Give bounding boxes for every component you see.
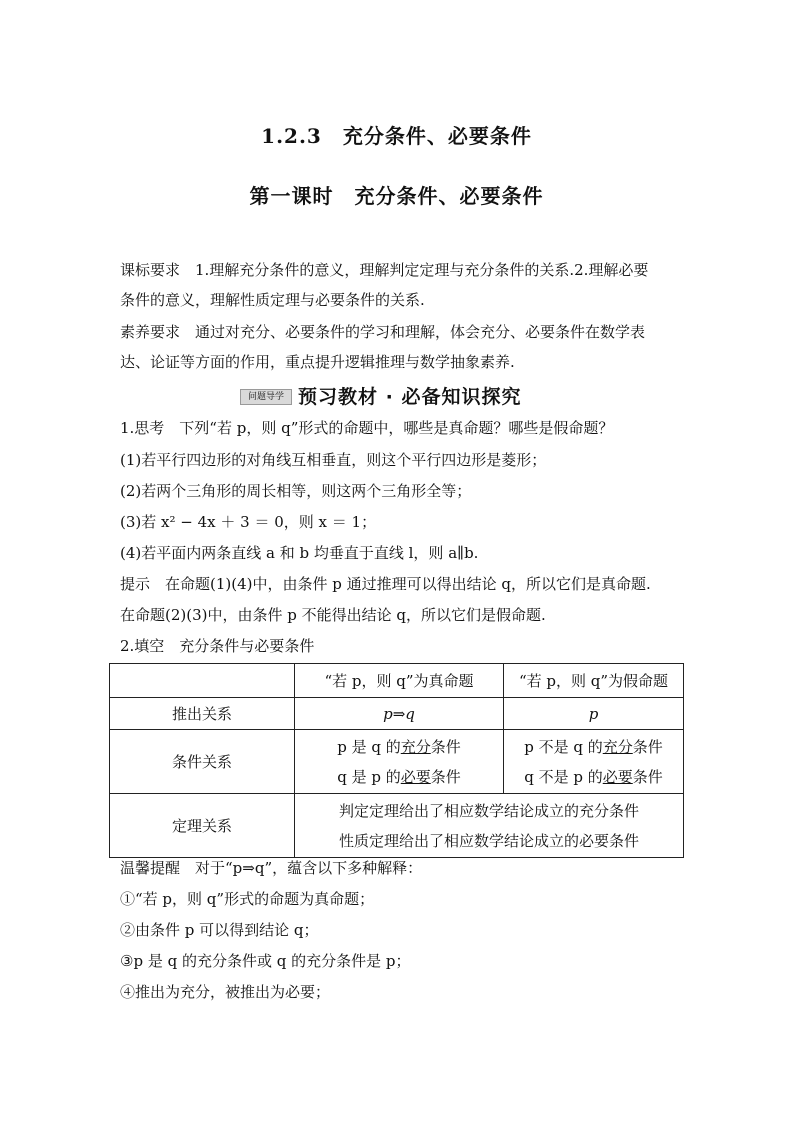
- cond-true-2-suffix: 条件: [430, 767, 461, 786]
- infer-true-text: p⇒q: [383, 704, 415, 723]
- condition-true-line-2: [299, 762, 499, 792]
- reminder-item-3: ③p 是 q 的充分条件或 q 的充分条件是 p；: [120, 952, 411, 970]
- cond-false-2-suffix: 条件: [632, 767, 663, 786]
- lesson-subtitle: 第一课时 充分条件、必要条件: [249, 184, 544, 208]
- theorem-cell: [295, 794, 684, 858]
- curriculum-requirement-line-1: 课标要求 1.理解充分条件的意义，理解判定定理与充分条件的关系.2.理解必要: [120, 261, 649, 279]
- condition-true-line-1: [299, 732, 499, 762]
- row-label-theorem: 定理关系: [110, 794, 295, 858]
- section-banner-title: 预习教材 · 必备知识探究: [298, 386, 522, 408]
- table-header-true: “若 p，则 q”为真命题: [295, 664, 504, 698]
- table-corner-cell: [110, 664, 295, 698]
- infer-true-cell: [295, 698, 504, 730]
- cond-false-1-underlined: 充分: [602, 737, 633, 756]
- cond-false-1-suffix: 条件: [632, 737, 663, 756]
- think-question-heading: 1.思考 下列“若 p，则 q”形式的命题中，哪些是真命题？哪些是假命题？: [120, 419, 614, 437]
- condition-false-line-2: [508, 762, 679, 792]
- think-item-3: (3)若 x² − 4x ＋ 3 ＝ 0，则 x ＝ 1；: [120, 513, 377, 531]
- theorem-line-1: 判定定理给出了相应数学结论成立的充分条件: [338, 801, 639, 820]
- hint-line-2: 在命题(2)(3)中，由条件 p 不能得出结论 q，所以它们是假命题.: [120, 606, 546, 624]
- fill-in-heading: 2.填空 充分条件与必要条件: [120, 637, 315, 655]
- cond-true-1-underlined: 充分: [400, 737, 431, 756]
- reminder-item-2: ②由条件 p 可以得到结论 q；: [120, 921, 319, 939]
- cond-false-1-prefix: p 不是 q 的: [524, 737, 603, 756]
- think-item-4: (4)若平面内两条直线 a 和 b 均垂直于直线 l，则 a∥b.: [120, 544, 479, 562]
- row-label-condition: 条件关系: [110, 730, 295, 794]
- condition-table: [109, 663, 684, 858]
- row-label-infer: 推出关系: [110, 698, 295, 730]
- cond-false-2-prefix: q 不是 p 的: [524, 767, 603, 786]
- condition-true-cell: [295, 730, 504, 794]
- cond-true-2-underlined: 必要: [400, 767, 431, 786]
- reminder-item-4: ④推出为充分，被推出为必要；: [120, 983, 331, 1001]
- infer-false-text: p: [588, 704, 599, 723]
- hint-line-1: 提示 在命题(1)(4)中，由条件 p 通过推理可以得出结论 q，所以它们是真命题.: [120, 575, 651, 593]
- page-title: 1.2.3 充分条件、必要条件: [261, 124, 532, 148]
- literacy-requirement-line-2: 达、论证等方面的作用，重点提升逻辑推理与数学抽象素养.: [120, 353, 515, 371]
- table-header-false: “若 p，则 q”为假命题: [504, 664, 684, 698]
- condition-false-cell: [504, 730, 684, 794]
- curriculum-requirement-line-2: 条件的意义，理解性质定理与必要条件的关系.: [120, 291, 425, 309]
- literacy-requirement-line-1: 素养要求 通过对充分、必要条件的学习和理解，体会充分、必要条件在数学表: [120, 323, 646, 341]
- reminder-heading: 温馨提醒 对于“p⇒q”，蕴含以下多种解释：: [120, 859, 423, 877]
- think-item-2: (2)若两个三角形的周长相等，则这两个三角形全等；: [120, 482, 472, 500]
- cond-false-2-underlined: 必要: [602, 767, 633, 786]
- theorem-line-2: 性质定理给出了相应数学结论成立的必要条件: [338, 831, 639, 850]
- section-tag-badge: 问题导学: [240, 389, 292, 405]
- condition-false-line-1: [508, 732, 679, 762]
- infer-false-cell: [504, 698, 684, 730]
- cond-true-1-suffix: 条件: [430, 737, 461, 756]
- cond-true-2-prefix: q 是 p 的: [337, 767, 401, 786]
- think-item-1: (1)若平行四边形的对角线互相垂直，则这个平行四边形是菱形；: [120, 451, 547, 469]
- reminder-item-1: ①“若 p，则 q”形式的命题为真命题；: [120, 890, 375, 908]
- cond-true-1-prefix: p 是 q 的: [337, 737, 401, 756]
